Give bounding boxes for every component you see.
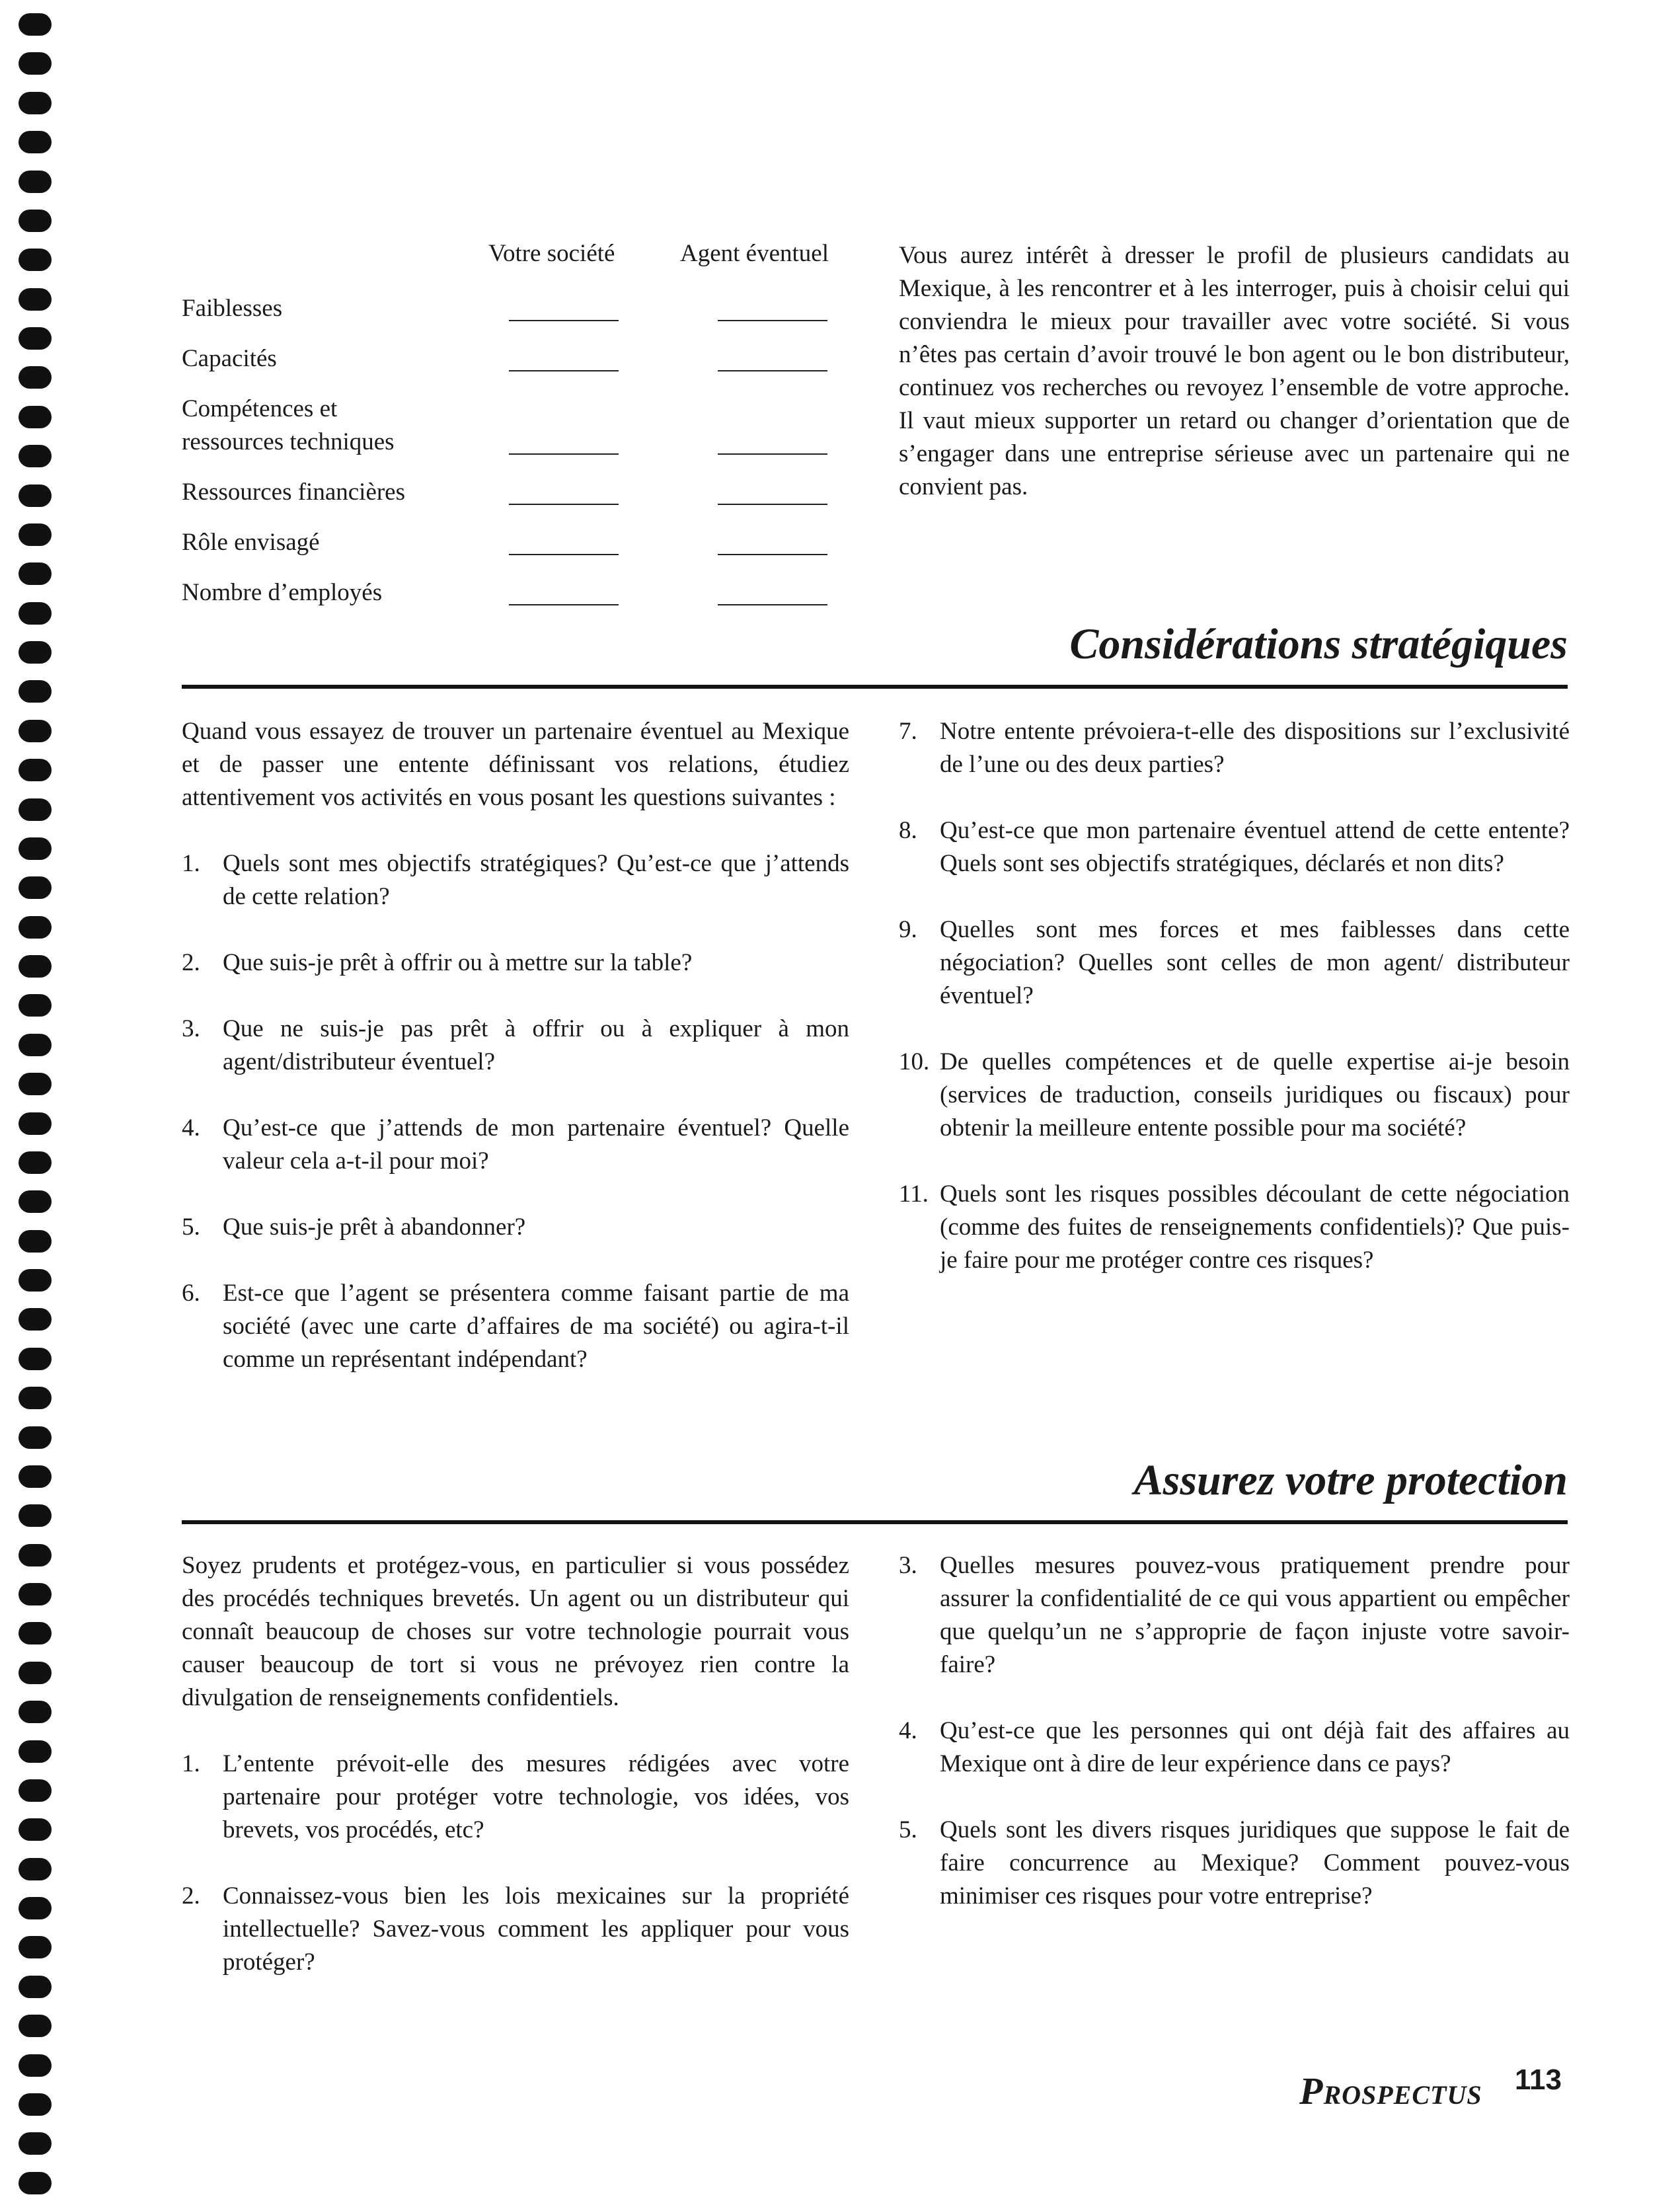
section2-left-list: [182, 1748, 849, 1979]
binding-hole: [19, 1504, 52, 1527]
list-item-number: 11.: [899, 1180, 929, 1208]
section-rule: [182, 1520, 1568, 1524]
list-item-text: Quelles mesures pouvez-vous pratiquement prendre pour assurer la confidentialité de ce qui vous appartient ou empêcher que quelqu’un ne s’approprie de façon injuste votre savoir-faire?: [940, 1552, 1570, 1678]
binding-hole: [19, 680, 52, 703]
blank-line: [718, 320, 827, 321]
section1-left-list: [182, 847, 849, 1376]
row-label: Faiblesses: [182, 295, 283, 322]
list-item: [182, 1211, 849, 1244]
column-header-votre-societe: Votre société: [488, 240, 615, 267]
binding-hole: [19, 1034, 52, 1056]
blank-line: [718, 370, 827, 371]
spiral-binding: [19, 13, 56, 2194]
row-label: Nombre d’employés: [182, 579, 383, 606]
list-item: [182, 1112, 849, 1178]
blank-line: [509, 320, 619, 321]
binding-hole: [19, 2054, 52, 2077]
binding-hole: [19, 171, 52, 193]
table-row: [182, 469, 849, 509]
binding-hole: [19, 641, 52, 664]
list-item-number: 4.: [182, 1114, 200, 1141]
binding-hole: [19, 131, 52, 153]
blank-line: [718, 604, 827, 605]
binding-hole: [19, 1622, 52, 1644]
list-item: [182, 1748, 849, 1847]
section2-right-list: [899, 1549, 1570, 1913]
list-item: [899, 1715, 1570, 1781]
binding-hole: [19, 1936, 52, 1958]
table-row: [182, 386, 849, 459]
blank-line: [509, 370, 619, 371]
binding-hole: [19, 1348, 52, 1370]
binding-hole: [19, 445, 52, 467]
list-item-text: Connaissez-vous bien les lois mexicaines sur la propriété intellectuelle? Savez-vous comment les appliquer pour vous protéger?: [223, 1882, 849, 1976]
list-item-text: De quelles compétences et de quelle expertise ai-je besoin (services de traduction, conseils juridiques ou fiscaux) pour obtenir la meilleure entente possible pour ma société?: [940, 1048, 1570, 1141]
section-title-protection: Assurez votre protection: [1133, 1456, 1568, 1504]
blank-line: [509, 504, 619, 505]
list-item-text: Que ne suis-je pas prêt à offrir ou à expliquer à mon agent/distributeur éventuel?: [223, 1015, 849, 1075]
section1-right-column: [899, 715, 1570, 1310]
binding-hole: [19, 484, 52, 507]
list-item-number: 4.: [899, 1717, 917, 1744]
binding-hole: [19, 562, 52, 585]
binding-hole: [19, 1308, 52, 1331]
binding-hole: [19, 1544, 52, 1566]
list-item-text: Que suis-je prêt à offrir ou à mettre sur la table?: [223, 949, 693, 976]
binding-hole: [19, 1662, 52, 1684]
list-item-text: Est-ce que l’agent se présentera comme faisant partie de ma société (avec une carte d’affaires de ma société) ou agira-t-il comme un représentant indépendant?: [223, 1280, 849, 1373]
blank-line: [718, 504, 827, 505]
binding-hole: [19, 720, 52, 742]
blank-line: [509, 554, 619, 555]
binding-hole: [19, 1230, 52, 1253]
binding-hole: [19, 1387, 52, 1409]
blank-line: [718, 453, 827, 455]
binding-hole: [19, 1269, 52, 1292]
list-item-number: 7.: [899, 718, 917, 745]
list-item-text: Qu’est-ce que les personnes qui ont déjà fait des affaires au Mexique ont à dire de leur expérience dans ce pays?: [940, 1717, 1570, 1777]
list-item-number: 1.: [182, 850, 200, 877]
table-row: [182, 286, 849, 325]
binding-hole: [19, 602, 52, 625]
binding-hole: [19, 955, 52, 978]
binding-hole: [19, 1190, 52, 1213]
list-item-text: Que suis-je prêt à abandonner?: [223, 1214, 526, 1241]
section2-intro: Soyez prudents et protégez-vous, en particulier si vous possédez des procédés techniques brevetés. Un agent ou un distributeur qui connaît beaucoup de choses sur votre technologie pourrait vous causer beaucoup de tort si vous ne prévoyez rien contre la divulgation de renseignements confidentiels.: [182, 1552, 849, 1711]
binding-hole: [19, 2172, 52, 2194]
binding-hole: [19, 2132, 52, 2155]
section-rule: [182, 685, 1568, 689]
binding-hole: [19, 523, 52, 546]
logo-initial: P: [1299, 2069, 1324, 2112]
list-item-number: 5.: [899, 1816, 917, 1843]
binding-hole: [19, 837, 52, 860]
blank-line: [509, 453, 619, 455]
list-item: [899, 1178, 1570, 1277]
list-item-number: 6.: [182, 1280, 200, 1307]
binding-hole: [19, 1151, 52, 1174]
binding-hole: [19, 1112, 52, 1135]
binding-hole: [19, 327, 52, 350]
binding-hole: [19, 288, 52, 311]
row-label: Compétences et ressources techniques: [182, 395, 395, 455]
table-row: [182, 520, 849, 559]
list-item-number: 2.: [182, 1882, 200, 1910]
page-number: 113: [1515, 2064, 1562, 2096]
list-item-text: Quelles sont mes forces et mes faiblesses dans cette négociation? Quelles sont celles de mon agent/ distributeur éventuel?: [940, 916, 1570, 1009]
row-label: Rôle envisagé: [182, 529, 320, 556]
list-item: [899, 1549, 1570, 1681]
binding-hole: [19, 1465, 52, 1488]
list-item-number: 2.: [182, 949, 200, 976]
column-header-agent-eventuel: Agent éventuel: [680, 240, 829, 267]
list-item: [899, 715, 1570, 781]
list-item: [182, 1277, 849, 1376]
blank-line: [718, 554, 827, 555]
list-item-text: Qu’est-ce que mon partenaire éventuel attend de cette entente? Quels sont ses objectifs stratégiques, déclarés et non dits?: [940, 817, 1570, 877]
list-item: [182, 847, 849, 913]
list-item-number: 1.: [182, 1750, 200, 1777]
binding-hole: [19, 92, 52, 114]
binding-hole: [19, 1073, 52, 1095]
list-item-text: Notre entente prévoiera-t-elle des dispositions sur l’exclusivité de l’une ou des deux parties?: [940, 718, 1570, 778]
binding-hole: [19, 249, 52, 271]
table-row: [182, 336, 849, 375]
list-item-text: Quels sont mes objectifs stratégiques? Qu’est-ce que j’attends de cette relation?: [223, 850, 849, 910]
binding-hole: [19, 13, 52, 36]
logo-rest: ROSPECTUS: [1323, 2080, 1482, 2110]
binding-hole: [19, 406, 52, 428]
binding-hole: [19, 2015, 52, 2037]
section-title-considerations: Considérations stratégiques: [1069, 620, 1568, 668]
binding-hole: [19, 2093, 52, 2116]
list-item: [182, 1880, 849, 1979]
table-row: [182, 570, 849, 609]
binding-hole: [19, 1583, 52, 1605]
list-item: [899, 1046, 1570, 1145]
list-item-number: 10.: [899, 1048, 930, 1075]
intro-paragraph: Vous aurez intérêt à dresser le profil de plusieurs candidats au Mexique, à les rencontrer et à les interroger, puis à choisir celui qui conviendra le mieux pour travailler avec votre société. Si vous n’êtes pas certain d’avoir trouvé le bon agent ou le bon distributeur, continuez vos recherches ou revoyez l’ensemble de votre approche. Il vaut mieux supporter un retard ou changer d’orientation que de s’engager dans une entreprise sérieuse avec un partenaire qui ne convient pas.: [899, 242, 1570, 500]
list-item-text: Quels sont les divers risques juridiques que suppose le fait de faire concurrence au Mexique? Comment pouvez-vous minimiser ces risques pour votre entreprise?: [940, 1816, 1570, 1910]
binding-hole: [19, 1818, 52, 1841]
list-item-number: 8.: [899, 817, 917, 844]
binding-hole: [19, 1779, 52, 1802]
list-item-number: 3.: [182, 1015, 200, 1042]
section1-left-column: [182, 715, 849, 1409]
list-item-number: 3.: [899, 1552, 917, 1579]
binding-hole: [19, 759, 52, 781]
list-item: [899, 814, 1570, 880]
binding-hole: [19, 1701, 52, 1723]
binding-hole: [19, 1740, 52, 1763]
row-label: Ressources financières: [182, 479, 406, 506]
binding-hole: [19, 1426, 52, 1449]
binding-hole: [19, 994, 52, 1017]
prospectus-logo: [1299, 2069, 1482, 2113]
list-item: [182, 947, 849, 980]
list-item-text: Quels sont les risques possibles découlant de cette négociation (comme des fuites de renseignements confidentiels)? Que puis-je faire pour me protéger contre ces risques?: [940, 1180, 1570, 1274]
binding-hole: [19, 876, 52, 899]
row-label: Capacités: [182, 345, 277, 372]
binding-hole: [19, 52, 52, 75]
binding-hole: [19, 1858, 52, 1880]
blank-line: [509, 604, 619, 605]
binding-hole: [19, 798, 52, 821]
list-item-number: 9.: [899, 916, 917, 943]
list-item-text: Qu’est-ce que j’attends de mon partenaire éventuel? Quelle valeur cela a-t-il pour moi?: [223, 1114, 849, 1175]
list-item-text: L’entente prévoit-elle des mesures rédigées avec votre partenaire pour protéger votre technologie, vos idées, vos brevets, vos procédés, etc?: [223, 1750, 849, 1843]
section2-left-column: [182, 1549, 849, 2012]
profile-table: [182, 239, 849, 616]
list-item: [899, 913, 1570, 1013]
binding-hole: [19, 916, 52, 939]
section1-intro: Quand vous essayez de trouver un partenaire éventuel au Mexique et de passer une entente définissant vos relations, étudiez attentivement vos activités en vous posant les questions suivantes :: [182, 718, 849, 811]
binding-hole: [19, 1897, 52, 1919]
list-item: [182, 1013, 849, 1079]
section1-right-list: [899, 715, 1570, 1277]
binding-hole: [19, 1976, 52, 1998]
binding-hole: [19, 210, 52, 232]
list-item: [899, 1814, 1570, 1913]
list-item-number: 5.: [182, 1214, 200, 1241]
binding-hole: [19, 366, 52, 389]
section2-right-column: [899, 1549, 1570, 1946]
